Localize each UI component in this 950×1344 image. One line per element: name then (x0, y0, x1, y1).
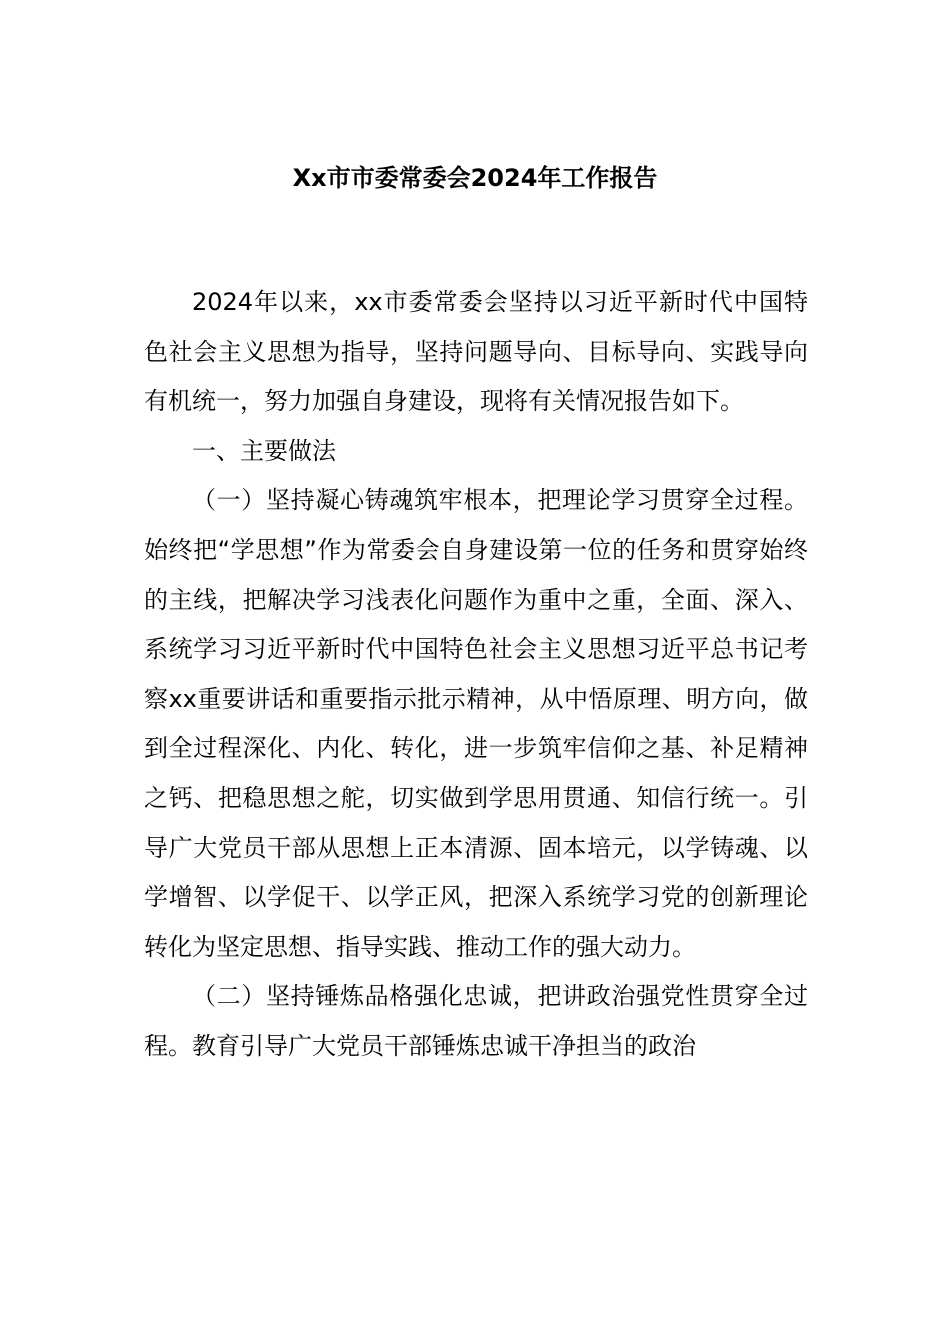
section-heading-main-practices: 一、主要做法 (192, 436, 336, 465)
paragraph-item-1: （一）坚持凝心铸魂筑牢根本，把理论学习贯穿全过程。始终把“学思想”作为常委会自身建设第一位的任务和贯穿始终的主线，把解决学习浅表化问题作为重中之重，全面、深入、系统学习习近平新时代中国特色社会主义思想习近平总书记考察xx重要讲话和重要指示批示精神，从中悟原理、明方向，做到全过程深化、内化、转化，进一步筑牢信仰之基、补足精神之钙、把稳思想之舵，切实做到学思用贯通、知信行统一。引导广大党员干部从思想上正本清源、固本培元，以学铸魂、以学增智、以学促干、以学正风，把深入系统学习党的创新理论转化为坚定思想、指导实践、推动工作的强大动力。 (144, 486, 808, 961)
paragraph-intro: 2024年以来，xx市委常委会坚持以习近平新时代中国特色社会主义思想为指导，坚持问题导向、目标导向、实践导向有机统一，努力加强自身建设，现将有关情况报告如下。 (144, 288, 808, 416)
document-body (144, 278, 808, 1072)
paragraph-item-2: （二）坚持锤炼品格强化忠诚，把讲政治强党性贯穿全过程。教育引导广大党员干部锤炼忠诚干净担当的政治 (144, 982, 808, 1060)
document-title: Xx市市委常委会2024年工作报告 (292, 164, 658, 192)
